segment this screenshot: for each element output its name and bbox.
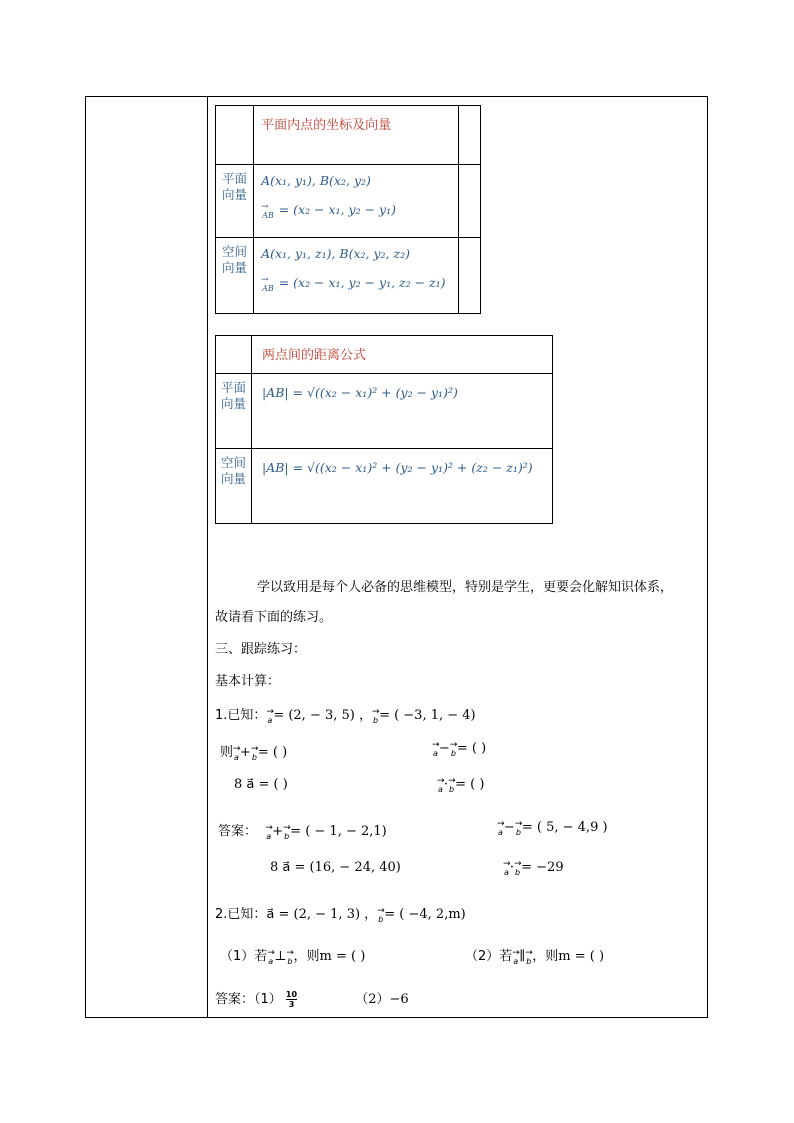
side-label-space: 空间向量 <box>216 449 252 524</box>
q1-dot-blank: → a·→ b= ( ) <box>437 777 484 794</box>
fraction: $\frac{10}{3}$ <box>285 990 298 1009</box>
answer-1-sum: 答案： → a+→ b= ( − 1, − 2,1) <box>218 820 387 841</box>
answer-1-diff: → a−→ b= ( 5, − 4,9 ) <box>497 820 608 837</box>
side-label-plane: 平面向量 <box>216 165 254 238</box>
q1-diff-blank: → a−→ b= ( ) <box>432 741 486 758</box>
vector-b: → b <box>377 915 384 924</box>
space-points: A(x₁, y₁, z₁), B(x₂, y₂, z₂) <box>261 246 410 261</box>
side-label-space: 空间向量 <box>216 238 254 314</box>
paragraph-line-1: 学以致用是每个人必备的思维模型，特别是学生，更要会化解知识体系， <box>257 580 674 595</box>
q2-part-2: （2）若→ a∥→ b，则m = ( ) <box>465 945 604 966</box>
vector-ab-label: → AB <box>261 211 275 220</box>
coordinate-table-header: 平面内点的坐标及向量 <box>261 118 392 133</box>
question-1: 1.已知：→ a= (2, − 3, 5) ，→ b= ( −3, 1, − 4) <box>215 704 476 725</box>
section-heading: 三、跟踪练习： <box>215 642 307 657</box>
plane-points: A(x₁, y₁), B(x₂, y₂) <box>261 173 371 188</box>
vector-ab-label: → AB <box>261 284 275 293</box>
side-label-plane: 平面向量 <box>216 374 252 449</box>
plane-distance-formula: |AB| = √((x₂ − x₁)² + (y₂ − y₁)²) <box>262 385 458 400</box>
answer-2: 答案：（1） $\frac{10}{3}$ （2）−6 <box>215 990 409 1009</box>
q2-part-1: （1）若→ a⊥→ b，则m = ( ) <box>220 945 365 966</box>
q1-scalar-blank: 8 a⃗ = ( ) <box>234 777 288 792</box>
column-divider <box>207 97 208 1017</box>
coordinate-table <box>215 105 481 314</box>
question-2: 2.已知：a⃗ = (2, − 1, 3) ，→ b= ( −4, 2,m) <box>215 903 466 924</box>
vector-b: → b <box>372 716 379 725</box>
basic-calc-heading: 基本计算： <box>215 674 281 689</box>
q1-sum-blank: 则→ a+→ b= ( ) <box>220 741 287 762</box>
paragraph-line-2: 故请看下面的练习。 <box>215 610 333 625</box>
answer-1-scalar: 8 a⃗ = (16, − 24, 40) <box>270 860 401 875</box>
distance-table <box>215 335 553 524</box>
distance-table-header: 两点间的距离公式 <box>262 348 367 363</box>
answer-1-dot: → a·→ b= −29 <box>503 860 564 877</box>
vector-a: → a <box>266 716 273 725</box>
plane-vector: = (x₂ − x₁, y₂ − y₁) <box>278 202 396 217</box>
space-distance-formula: |AB| = √((x₂ − x₁)² + (y₂ − y₁)² + (z₂ − z₁)²) <box>262 460 533 475</box>
space-vector: = (x₂ − x₁, y₂ − y₁, z₂ − z₁) <box>278 275 446 290</box>
